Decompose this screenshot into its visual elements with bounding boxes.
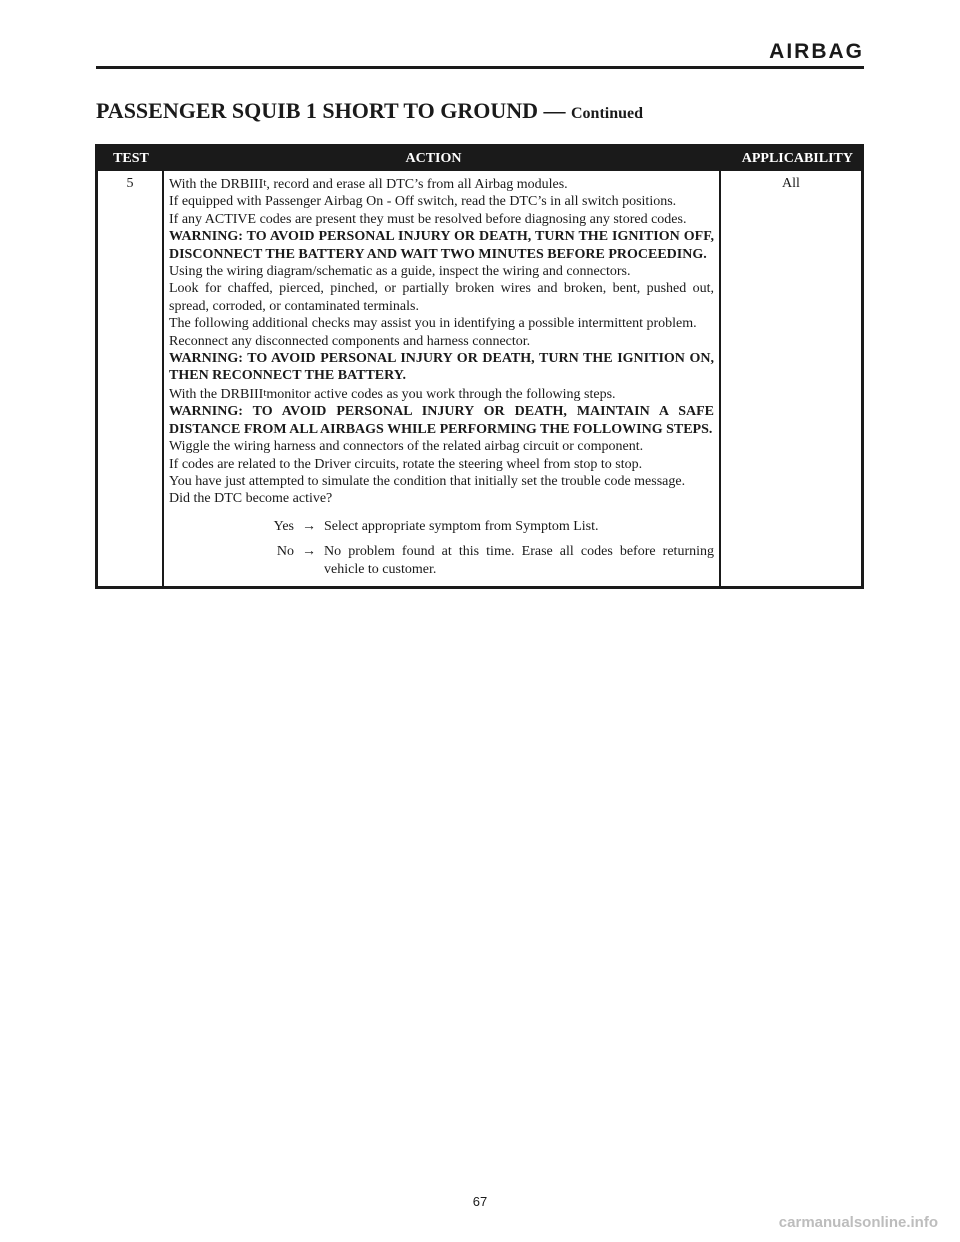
action-line: If equipped with Passenger Airbag On - Off switch, read the DTC’s in all switch positions. xyxy=(169,194,677,210)
action-line: Using the wiring diagram/schematic as a guide, inspect the wiring and connectors. xyxy=(169,264,631,280)
outcome-no-label: No xyxy=(276,544,294,560)
action-line: Look for chaffed, pierced, pinched, or partially broken wires and broken, bent, pushed out, spread, corroded, or contaminated terminals. xyxy=(169,281,714,314)
outcome-yes xyxy=(169,518,714,535)
page-number: 67 xyxy=(472,1194,488,1209)
table-header xyxy=(98,147,861,171)
action-line: The following additional checks may assist you in identifying a possible intermittent problem. xyxy=(169,316,697,332)
action-line: Reconnect any disconnected components and harness connector. xyxy=(169,333,531,349)
outcome-no-text: No problem found at this time. Erase all codes before returning vehicle to customer. xyxy=(324,544,714,577)
page-title-continued: Continued xyxy=(571,105,644,122)
trademark-mark: t xyxy=(263,177,267,189)
outcome-yes-text: Select appropriate symptom from Symptom List. xyxy=(324,518,599,534)
action-line: If codes are related to the Driver circuits, rotate the steering wheel from stop to stop. xyxy=(169,456,643,472)
action-line-1 xyxy=(169,175,714,193)
action-line-10-prefix: With the DRBIII xyxy=(169,386,264,402)
outcome-yes-label: Yes xyxy=(273,518,294,534)
action-line-10-suffix: monitor active codes as you work through the following steps. xyxy=(266,386,616,402)
test-number: 5 xyxy=(98,171,164,586)
header-test: TEST xyxy=(113,151,149,166)
table-row xyxy=(98,171,861,586)
section-title: AIRBAG xyxy=(769,40,864,63)
warning-line: WARNING: TO AVOID PERSONAL INJURY OR DEATH, TURN THE IGNITION OFF, DISCONNECT THE BATTERY AND WAIT TWO MINUTES BEFORE PROCEEDING. xyxy=(169,229,714,262)
warning-line: WARNING: TO AVOID PERSONAL INJURY OR DEATH, TURN THE IGNITION ON, THEN RECONNECT THE BATTERY. xyxy=(169,351,714,384)
action-cell xyxy=(164,171,721,586)
outcome-no xyxy=(169,543,714,578)
action-line: You have just attempted to simulate the condition that initially set the trouble code message. xyxy=(169,473,686,489)
page-title xyxy=(96,98,643,127)
action-line-1-suffix: , record and erase all DTC’s from all Airbag modules. xyxy=(266,177,568,192)
watermark: carmanualsonline.info xyxy=(778,1214,938,1231)
applicability-value: All xyxy=(782,176,800,191)
header-applicability: APPLICABILITY xyxy=(741,151,853,166)
arrow-right-icon: → xyxy=(302,518,316,534)
arrow-right-icon: → xyxy=(302,544,316,560)
warning-line: WARNING: TO AVOID PERSONAL INJURY OR DEATH, MAINTAIN A SAFE DISTANCE FROM ALL AIRBAGS WHILE PERFORMING THE FOLLOWING STEPS. xyxy=(169,404,714,437)
action-line-10 xyxy=(169,385,714,403)
action-question: Did the DTC become active? xyxy=(169,491,333,507)
section-header xyxy=(96,40,864,69)
page-title-main: PASSENGER SQUIB 1 SHORT TO GROUND — xyxy=(96,98,566,123)
header-action: ACTION xyxy=(405,151,462,166)
trademark-mark: t xyxy=(263,386,267,399)
action-line: Wiggle the wiring harness and connectors of the related airbag circuit or component. xyxy=(169,439,644,455)
action-line-1-prefix: With the DRBIII xyxy=(169,177,264,192)
action-line: If any ACTIVE codes are present they must be resolved before diagnosing any stored codes. xyxy=(169,211,687,227)
procedure-table xyxy=(95,144,864,589)
